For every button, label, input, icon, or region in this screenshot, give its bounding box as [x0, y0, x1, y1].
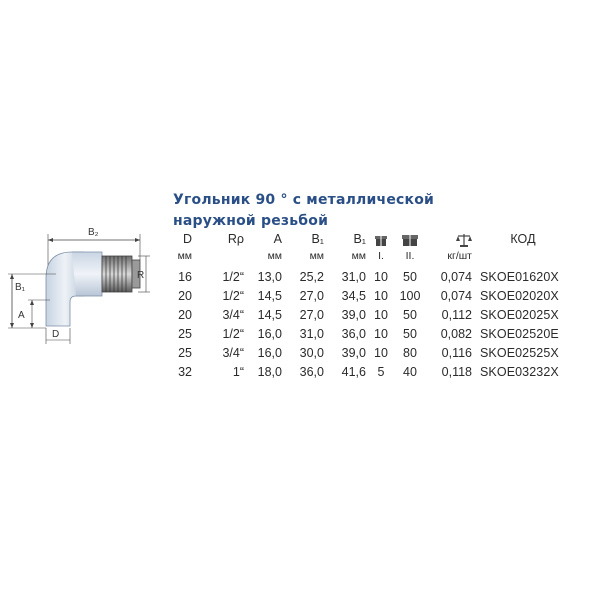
cell-a: 18,0	[257, 365, 282, 379]
dimensions-table	[160, 232, 580, 384]
unit-b1: мм	[309, 250, 324, 262]
cell-b1-second: 39,0	[341, 308, 366, 322]
cell-b1: 30,0	[299, 346, 324, 360]
table-row	[160, 308, 580, 327]
cell-b1: 36,0	[299, 365, 324, 379]
scale-icon	[422, 232, 472, 247]
cell-b1-second: 39,0	[341, 346, 366, 360]
cell-a: 16,0	[257, 346, 282, 360]
table-row	[160, 365, 580, 384]
cell-weight: 0,082	[440, 327, 472, 341]
cell-pack-1: 10	[374, 327, 388, 341]
cell-pack-1: 10	[374, 346, 388, 360]
cell-b1-second: 36,0	[341, 327, 366, 341]
unit-d: мм	[177, 250, 192, 262]
table-row	[160, 327, 580, 346]
cell-b1: 27,0	[299, 289, 324, 303]
a-label: A	[18, 310, 25, 321]
cell-pack-1: 10	[374, 308, 388, 322]
box-small-icon	[370, 232, 392, 247]
cell-weight: 0,118	[441, 365, 472, 379]
cell-weight: 0,112	[441, 308, 472, 322]
cell-d: 25	[178, 327, 192, 341]
cell-rp: 1/2“	[222, 289, 244, 303]
cell-d: 20	[178, 289, 192, 303]
cell-pack-1: 10	[374, 270, 388, 284]
unit-weight: кг/шт	[447, 250, 472, 262]
header-code: КОД	[510, 232, 536, 246]
b2-label: B₂	[88, 227, 99, 238]
d-label: D	[52, 329, 60, 340]
cell-pack-2: 50	[403, 327, 417, 341]
cell-code: SKOE02525X	[480, 346, 559, 360]
cell-pack-2: 100	[399, 289, 421, 303]
cell-pack-2: 50	[403, 308, 417, 322]
cell-b1-second: 41,6	[341, 365, 366, 379]
title-line-2: наружной резьбой	[173, 213, 329, 229]
header-rp: Rρ	[227, 232, 244, 246]
cell-weight: 0,116	[441, 346, 472, 360]
cell-d: 16	[178, 270, 192, 284]
cell-d: 20	[178, 308, 192, 322]
cell-pack-1: 5	[377, 365, 385, 379]
elbow-fitting-drawing	[6, 216, 166, 346]
cell-d: 32	[178, 365, 192, 379]
cell-rp: 1/2“	[222, 270, 244, 284]
cell-rp: 3/4“	[222, 346, 244, 360]
metal-thread-insert	[102, 256, 132, 292]
r-label: R	[137, 270, 145, 281]
header-a: A	[273, 232, 282, 246]
cell-code: SKOE03232X	[480, 365, 559, 379]
table-row	[160, 270, 580, 289]
unit-a: мм	[267, 250, 282, 262]
cell-pack-2: 40	[403, 365, 417, 379]
cell-rp: 1/2“	[222, 327, 244, 341]
cell-b1: 31,0	[299, 327, 324, 341]
cell-code: SKOE02025X	[480, 308, 559, 322]
cell-a: 16,0	[257, 327, 282, 341]
cell-code: SKOE02520E	[480, 327, 559, 341]
cell-code: SKOE02020X	[480, 289, 559, 303]
cell-b1-second: 31,0	[341, 270, 366, 284]
cell-b1: 27,0	[299, 308, 324, 322]
cell-pack-2: 80	[403, 346, 417, 360]
product-title	[173, 190, 473, 232]
header-d: D	[182, 232, 192, 246]
table-units-row	[160, 250, 580, 270]
table-header-row	[160, 232, 580, 250]
cell-b1: 25,2	[299, 270, 324, 284]
cell-weight: 0,074	[440, 270, 472, 284]
b1-label: B₁	[15, 282, 26, 293]
header-b1: B₁	[311, 232, 324, 246]
unit-b1-second: мм	[351, 250, 366, 262]
table-row	[160, 289, 580, 308]
cell-a: 14,5	[257, 289, 282, 303]
cell-d: 25	[178, 346, 192, 360]
cell-b1-second: 34,5	[341, 289, 366, 303]
cell-a: 14,5	[257, 308, 282, 322]
cell-code: SKOE01620X	[480, 270, 559, 284]
cell-rp: 3/4“	[222, 308, 244, 322]
cell-pack-1: 10	[374, 289, 388, 303]
unit-pack-1: I.	[378, 250, 384, 262]
title-line-1: Угольник 90 ° с металлической	[173, 192, 435, 208]
cell-rp: 1“	[232, 365, 244, 379]
cell-weight: 0,074	[440, 289, 472, 303]
box-large-icon	[398, 232, 422, 247]
header-b1-second: B₁	[353, 232, 366, 246]
table-row	[160, 346, 580, 365]
cell-a: 13,0	[257, 270, 282, 284]
cell-pack-2: 50	[403, 270, 417, 284]
unit-pack-2: II.	[405, 250, 415, 262]
